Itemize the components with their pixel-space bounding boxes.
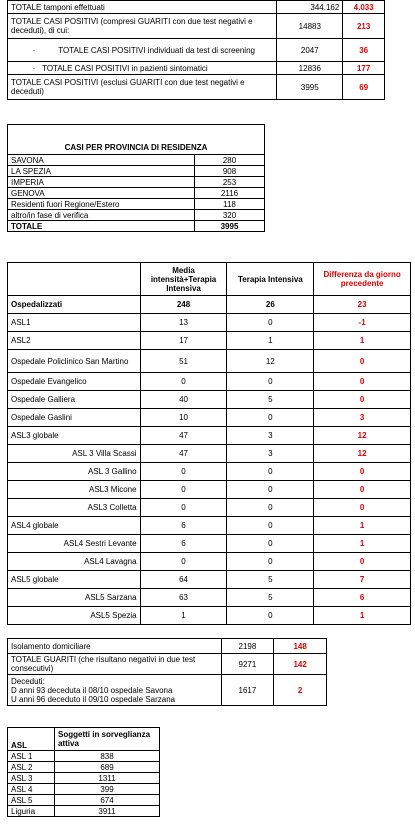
surveillance-table	[7, 727, 160, 817]
hospital-name: ASL3 Micone	[8, 481, 141, 499]
hospital-media: 0	[140, 463, 227, 481]
hospital-media: 47	[140, 445, 227, 463]
asl-value: 399	[55, 784, 160, 795]
table-row	[8, 210, 265, 221]
province-value: 118	[195, 199, 265, 210]
table-row	[8, 654, 327, 675]
hospital-diff: 12	[314, 445, 411, 463]
status-delta: 2	[274, 675, 327, 706]
hospital-ti: 0	[227, 499, 314, 517]
asl-name: ASL 5	[8, 795, 55, 806]
death-line: D anni 93 deceduta il 08/10 ospedale Savona	[11, 685, 173, 695]
table-header-row	[8, 125, 265, 155]
row-value: 3995	[277, 75, 343, 100]
header-asl: ASL	[8, 728, 55, 751]
hospital-media: 40	[140, 391, 227, 409]
province-name: SAVONA	[8, 155, 195, 166]
row-delta: 177	[343, 62, 385, 75]
table-row	[8, 571, 411, 589]
asl-name: Liguria	[8, 806, 55, 817]
table-row	[8, 499, 411, 517]
hospital-ti: 5	[227, 391, 314, 409]
hospital-diff: 0	[314, 481, 411, 499]
province-table	[7, 124, 265, 232]
death-line: U anni 96 deceduto il 09/10 ospedale Sarzana	[11, 694, 176, 704]
row-label: TOTALE CASI POSITIVI (compresi GUARITI con due test negativi e deceduti), di cui:	[8, 14, 277, 39]
hospital-name: ASL2	[8, 332, 141, 350]
hospital-diff: 12	[314, 427, 411, 445]
hospital-name: ASL3 Colletta	[8, 499, 141, 517]
hospital-media: 13	[140, 314, 227, 332]
hospital-ti: 0	[227, 463, 314, 481]
table-row	[8, 14, 385, 39]
asl-name: ASL 4	[8, 784, 55, 795]
hospital-ti: 0	[227, 607, 314, 625]
table-row	[8, 177, 265, 188]
header-diff: Differenza da giorno precedente	[314, 263, 411, 296]
hospital-name: ASL 3 Villa Scassi	[8, 445, 141, 463]
hospital-media: 0	[140, 553, 227, 571]
table-row	[8, 75, 385, 100]
row-label: TOTALE tamponi effettuati	[8, 1, 277, 14]
status-value: 9271	[221, 654, 274, 675]
hospital-media: 0	[140, 499, 227, 517]
status-delta: 142	[274, 654, 327, 675]
status-value: 2198	[221, 639, 274, 654]
row-label: TOTALE CASI POSITIVI individuati da test di screening	[58, 45, 255, 55]
asl-name: ASL 1	[8, 751, 55, 762]
hospital-media: 51	[140, 350, 227, 373]
hospital-ti: 0	[227, 481, 314, 499]
asl-value: 674	[55, 795, 160, 806]
hospital-diff: 0	[314, 373, 411, 391]
hospital-ti: 0	[227, 553, 314, 571]
hospital-media: 63	[140, 589, 227, 607]
asl-value: 3911	[55, 806, 160, 817]
status-table	[7, 638, 327, 706]
hospital-name: ASL5 Spezia	[8, 607, 141, 625]
province-name: TOTALE	[8, 221, 195, 232]
hospital-media: 10	[140, 409, 227, 427]
hospital-media: 6	[140, 535, 227, 553]
hospital-name: ASL5 globale	[8, 571, 141, 589]
hospital-diff: 1	[314, 607, 411, 625]
province-value: 253	[195, 177, 265, 188]
table-row	[8, 773, 160, 784]
hospital-name: Ospedalizzati	[8, 296, 141, 314]
asl-name: ASL 2	[8, 762, 55, 773]
table-row	[8, 314, 411, 332]
status-value: 1617	[221, 675, 274, 706]
status-label: Deceduti:	[11, 676, 45, 686]
province-value: 320	[195, 210, 265, 221]
table-row	[8, 607, 411, 625]
hospital-ti: 0	[227, 314, 314, 332]
table-row	[8, 188, 265, 199]
table-row	[8, 795, 160, 806]
table-row	[8, 445, 411, 463]
table-row	[8, 332, 411, 350]
province-name: IMPERIA	[8, 177, 195, 188]
table-row	[8, 553, 411, 571]
hospital-media: 6	[140, 517, 227, 535]
table-row	[8, 535, 411, 553]
table-row	[8, 155, 265, 166]
asl-value: 689	[55, 762, 160, 773]
province-value: 2116	[195, 188, 265, 199]
hospital-name: ASL4 Lavagna	[8, 553, 141, 571]
hospital-diff: 3	[314, 409, 411, 427]
row-value: 2047	[277, 39, 343, 62]
table-row	[8, 639, 327, 654]
hospital-media: 47	[140, 427, 227, 445]
row-label: TOTALE CASI POSITIVI in pazienti sintomatici	[42, 63, 208, 73]
table-row	[8, 296, 411, 314]
table-row	[8, 675, 327, 706]
row-delta: 36	[343, 39, 385, 62]
bullet-icon: ·	[32, 45, 36, 55]
status-label: TOTALE GUARITI (che risultano negativi in due test consecutivi)	[8, 654, 222, 675]
table-row	[8, 199, 265, 210]
hospital-diff: -1	[314, 314, 411, 332]
row-value: 14883	[277, 14, 343, 39]
table-row	[8, 463, 411, 481]
hospital-ti: 0	[227, 535, 314, 553]
hospital-diff: 0	[314, 553, 411, 571]
hospital-media: 248	[140, 296, 227, 314]
status-label: Isolamento domiciliare	[8, 639, 222, 654]
table-row	[8, 391, 411, 409]
status-deaths-cell	[8, 675, 222, 706]
hospital-table	[7, 262, 411, 625]
hospital-ti: 3	[227, 445, 314, 463]
row-label: TOTALE CASI POSITIVI (esclusi GUARITI con due test negativi e deceduti)	[8, 75, 277, 100]
hospital-name: ASL3 globale	[8, 427, 141, 445]
hospital-ti: 0	[227, 409, 314, 427]
row-delta: 69	[343, 75, 385, 100]
table-row	[8, 39, 385, 62]
hospital-ti: 0	[227, 373, 314, 391]
table-row	[8, 221, 265, 232]
hospital-media: 64	[140, 571, 227, 589]
table-row	[8, 62, 385, 75]
hospital-name: Ospedale Evangelico	[8, 373, 141, 391]
hospital-diff: 6	[314, 589, 411, 607]
province-value: 280	[195, 155, 265, 166]
table-header-row	[8, 263, 411, 296]
row-label-cell	[8, 62, 277, 75]
table-row	[8, 751, 160, 762]
table-row	[8, 409, 411, 427]
table-row	[8, 784, 160, 795]
hospital-name: Ospedale Policlinico San Martino	[8, 350, 141, 373]
hospital-name: ASL 3 Gallino	[8, 463, 141, 481]
hospital-diff: 1	[314, 332, 411, 350]
table-row	[8, 806, 160, 817]
row-label-cell	[8, 39, 277, 62]
table-row	[8, 373, 411, 391]
header-empty	[8, 263, 141, 296]
hospital-diff: 1	[314, 535, 411, 553]
bullet-icon: ·	[32, 63, 36, 73]
hospital-ti: 5	[227, 571, 314, 589]
province-name: Residenti fuori Regione/Estero	[8, 199, 195, 210]
province-name: GENOVA	[8, 188, 195, 199]
hospital-diff: 1	[314, 517, 411, 535]
header-ti: Terapia Intensiva	[227, 263, 314, 296]
hospital-name: Ospedale Gaslini	[8, 409, 141, 427]
hospital-ti: 26	[227, 296, 314, 314]
table-row	[8, 1, 385, 14]
province-name: LA SPEZIA	[8, 166, 195, 177]
asl-value: 838	[55, 751, 160, 762]
table-row	[8, 166, 265, 177]
hospital-name: ASL1	[8, 314, 141, 332]
row-value: 12836	[277, 62, 343, 75]
hospital-name: Ospedale Galliera	[8, 391, 141, 409]
hospital-diff: 0	[314, 499, 411, 517]
hospital-ti: 12	[227, 350, 314, 373]
table-row	[8, 589, 411, 607]
table-row	[8, 517, 411, 535]
table-row	[8, 427, 411, 445]
hospital-name: ASL4 Sestri Levante	[8, 535, 141, 553]
hospital-diff: 0	[314, 463, 411, 481]
hospital-media: 0	[140, 373, 227, 391]
hospital-media: 0	[140, 481, 227, 499]
hospital-ti: 0	[227, 517, 314, 535]
row-delta: 213	[343, 14, 385, 39]
table-row	[8, 762, 160, 773]
hospital-name: ASL5 Sarzana	[8, 589, 141, 607]
hospital-ti: 3	[227, 427, 314, 445]
row-value: 344.162	[277, 1, 343, 14]
hospital-diff: 23	[314, 296, 411, 314]
province-name: altro/in fase di verifica	[8, 210, 195, 221]
province-value: 908	[195, 166, 265, 177]
status-delta: 148	[274, 639, 327, 654]
hospital-ti: 1	[227, 332, 314, 350]
hospital-media: 17	[140, 332, 227, 350]
table-row	[8, 350, 411, 373]
asl-value: 1311	[55, 773, 160, 784]
hospital-name: ASL4 globale	[8, 517, 141, 535]
province-header: CASI PER PROVINCIA DI RESIDENZA	[8, 125, 265, 155]
summary-table	[7, 0, 385, 100]
table-row	[8, 481, 411, 499]
hospital-media: 1	[140, 607, 227, 625]
header-surveillance: Soggetti in sorveglianza attiva	[55, 728, 160, 751]
header-media: Media intensità+Terapia Intensiva	[140, 263, 227, 296]
province-value: 3995	[195, 221, 265, 232]
table-header-row	[8, 728, 160, 751]
hospital-diff: 7	[314, 571, 411, 589]
row-delta: 4.033	[343, 1, 385, 14]
hospital-diff: 0	[314, 391, 411, 409]
asl-name: ASL 3	[8, 773, 55, 784]
hospital-diff: 0	[314, 350, 411, 373]
hospital-ti: 5	[227, 589, 314, 607]
